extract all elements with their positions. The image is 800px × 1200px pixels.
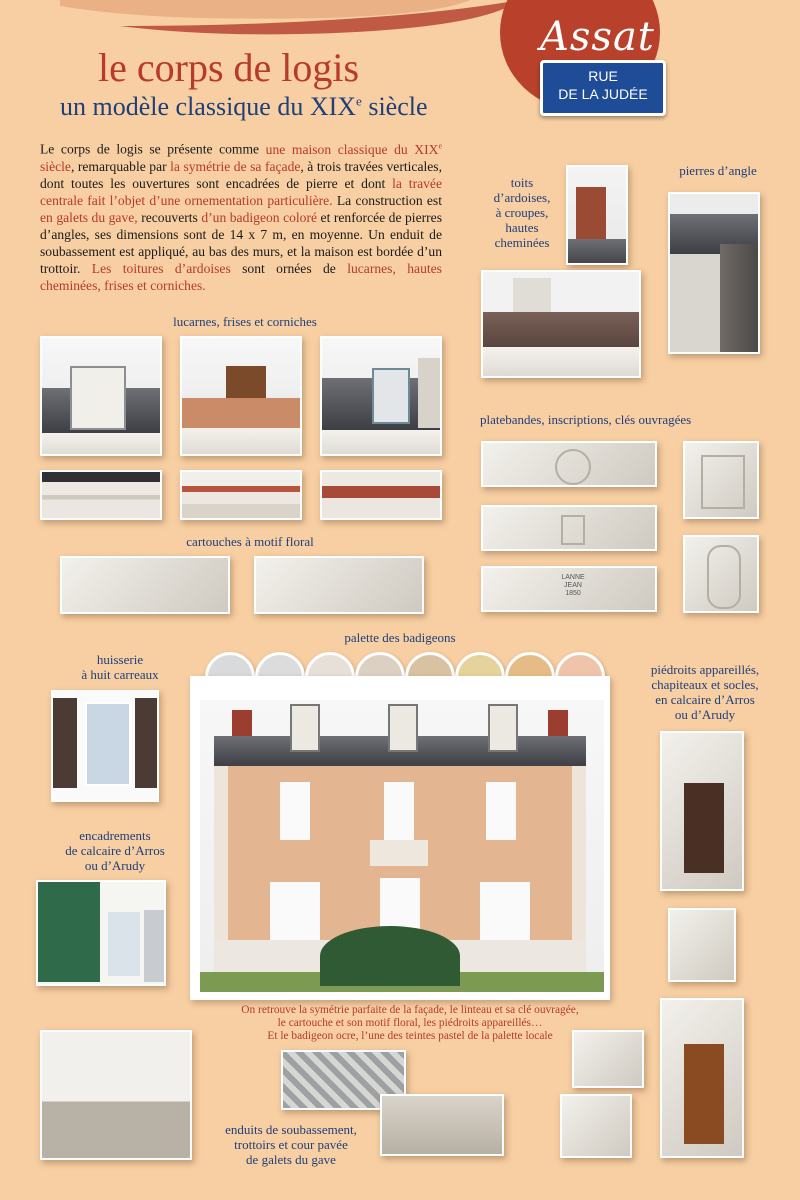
page-subtitle <box>60 92 428 122</box>
inscription-text: LANNE JEAN 1850 <box>561 574 585 597</box>
facade-photo <box>200 700 604 992</box>
caption-cartouches: cartouches à motif floral <box>186 534 314 549</box>
photo-socle-1 <box>572 1030 644 1088</box>
page-title: le corps de logis <box>98 45 360 90</box>
intro-highlight: d’un badigeon coloré <box>201 209 318 225</box>
photo-socle-2 <box>560 1094 632 1158</box>
intro-text: recouverts <box>137 209 202 225</box>
caption-facade: On retrouve la symétrie parfaite de la façade, le linteau et sa clé ouvragée, le cartouche et son motif floral, les piédroits appareillés… Et le badigeon ocre, l’une des teintes pastel de la palette locale <box>241 1004 579 1042</box>
caption-palette: palette des badigeons <box>344 630 456 645</box>
photo-pavage-2 <box>380 1094 504 1156</box>
intro-text: Le corps de logis se présente comme <box>40 141 266 157</box>
photo-soubassement <box>40 1030 192 1160</box>
intro-highlight: en galets du gave, <box>40 209 138 225</box>
photo-lucarne-2 <box>180 336 302 456</box>
photo-chapiteau <box>668 908 736 982</box>
photo-cle-2 <box>683 535 759 613</box>
photo-platebande-3 <box>481 566 657 612</box>
intro-highlight-end: siècle <box>40 158 71 174</box>
photo-chimney <box>566 165 628 265</box>
photo-pierres-angle <box>668 192 760 354</box>
photo-lucarne-1 <box>40 336 162 456</box>
intro-paragraph <box>40 137 442 294</box>
photo-porte-1 <box>660 731 744 891</box>
caption-pierres: pierres d’angle <box>679 163 757 178</box>
intro-highlight: lucarnes, hautes cheminées, frises et corniches. <box>40 260 442 293</box>
intro-highlight-text: une maison classique du XIX <box>265 141 439 157</box>
photo-platebande-1 <box>481 441 657 487</box>
photo-huisserie <box>51 690 159 802</box>
caption-huisserie: huisserie à huit carreaux <box>81 652 159 682</box>
subtitle-sup: e <box>356 93 362 109</box>
intro-text: La construction est <box>332 192 442 208</box>
photo-frise-2 <box>180 470 302 520</box>
photo-encadrements <box>36 880 166 986</box>
caption-lucarnes: lucarnes, frises et corniches <box>173 314 317 329</box>
subtitle-end: siècle <box>361 92 428 121</box>
street-sign-line2: DE LA JUDÉE <box>558 86 648 102</box>
caption-enduits: enduits de soubassement, trottoirs et cour pavée de galets du gave <box>225 1122 357 1167</box>
subtitle-text: un modèle classique du XIX <box>60 92 357 121</box>
assat-brand-name: Assat <box>540 14 655 60</box>
photo-cartouche-2 <box>254 556 424 614</box>
caption-piedroits: piédroits appareillés, chapiteaux et socles, en calcaire d’Arros ou d’Arudy <box>650 662 760 722</box>
intro-text: sont ornées de <box>230 260 348 276</box>
caption-platebandes: platebandes, inscriptions, clés ouvragées <box>480 412 692 427</box>
intro-highlight: la symétrie de sa façade <box>170 158 301 174</box>
photo-frise-3 <box>320 470 442 520</box>
intro-highlight: la travée centrale fait l’objet d’une ornementation particulière. <box>40 175 442 208</box>
intro-sup: e <box>438 141 442 150</box>
intro-text: , remarquable par <box>70 158 171 174</box>
photo-platebande-2 <box>481 505 657 551</box>
street-sign-line1: RUE <box>588 68 618 84</box>
caption-encadrements: encadrements de calcaire d’Arros ou d’Arudy <box>65 828 165 873</box>
intro-text: , à trois travées verticales, dont toutes les ouvertures sont encadrées de pierre et dont <box>40 158 442 191</box>
photo-roof-croupe <box>481 270 641 378</box>
photo-cle-1 <box>683 441 759 519</box>
street-sign <box>540 60 666 116</box>
intro-highlight: Les toitures d’ardoises <box>91 260 231 276</box>
photo-cartouche-1 <box>60 556 230 614</box>
photo-porte-2 <box>660 998 744 1158</box>
intro-text: et renforcée de pierres d’angles, ses dimensions sont de 14 x 7 m, en moyenne. Un enduit de soubassement est appliqué, au bas des murs, et la maison est bordée d’un trottoir. <box>40 209 442 276</box>
photo-lucarne-3 <box>320 336 442 456</box>
photo-frise-1 <box>40 470 162 520</box>
caption-toits: toits d’ardoises, à croupes, hautes cheminées <box>493 175 551 250</box>
